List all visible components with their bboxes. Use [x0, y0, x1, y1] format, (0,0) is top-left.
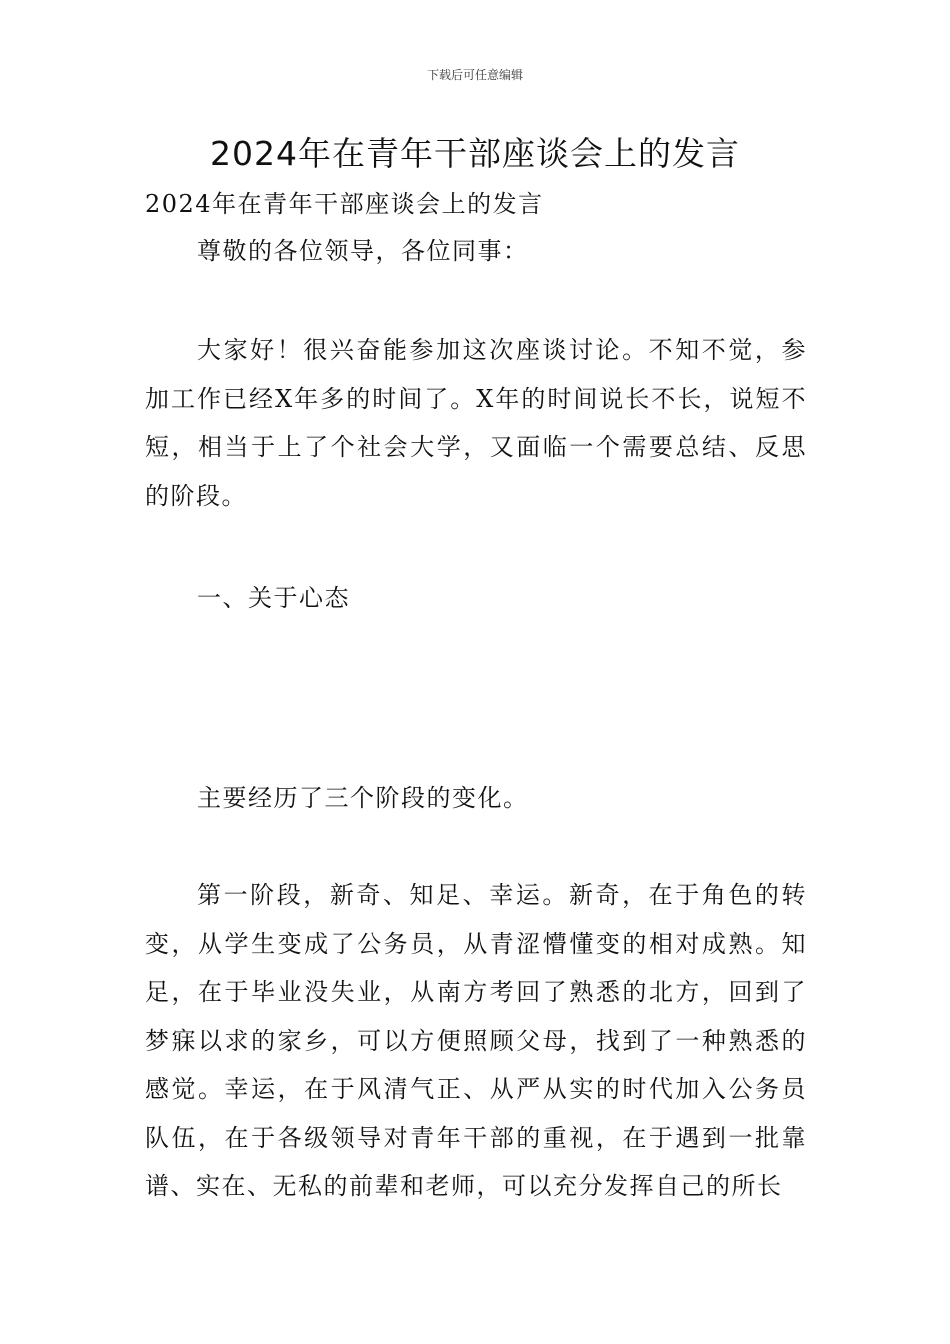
document-title: 2024年在青年干部座谈会上的发言 [210, 134, 740, 173]
opening-paragraph: 大家好！很兴奋能参加这次座谈讨论。不知不觉，参加工作已经X年多的时间了。X年的时间说长不长，说短不短，相当于上了个社会大学，又面临一个需要总结、反思的阶段。 [145, 336, 807, 510]
body-paragraph: 主要经历了三个阶段的变化。 [197, 784, 529, 812]
body-paragraph: 第一阶段，新奇、知足、幸运。新奇，在于角色的转变，从学生变成了公务员，从青涩懵懂变的相对成熟。知足，在于毕业没失业，从南方考回了熟悉的北方，回到了梦寐以求的家乡，可以方便照顾父母，找到了一种熟悉的感觉。幸运，在于风清气正、从严从实的时代加入公务员队伍，在于各级领导对青年干部的重视，在于遇到一批靠谱、实在、无私的前辈和老师，可以充分发挥自己的所长 [145, 881, 807, 1200]
salutation-paragraph: 尊敬的各位领导，各位同事： [197, 237, 529, 265]
subtitle-paragraph: 2024年在青年干部座谈会上的发言 [145, 190, 544, 218]
section-heading: 一、关于心态 [197, 584, 350, 612]
page-header-note: 下载后可任意编辑 [426, 68, 523, 82]
